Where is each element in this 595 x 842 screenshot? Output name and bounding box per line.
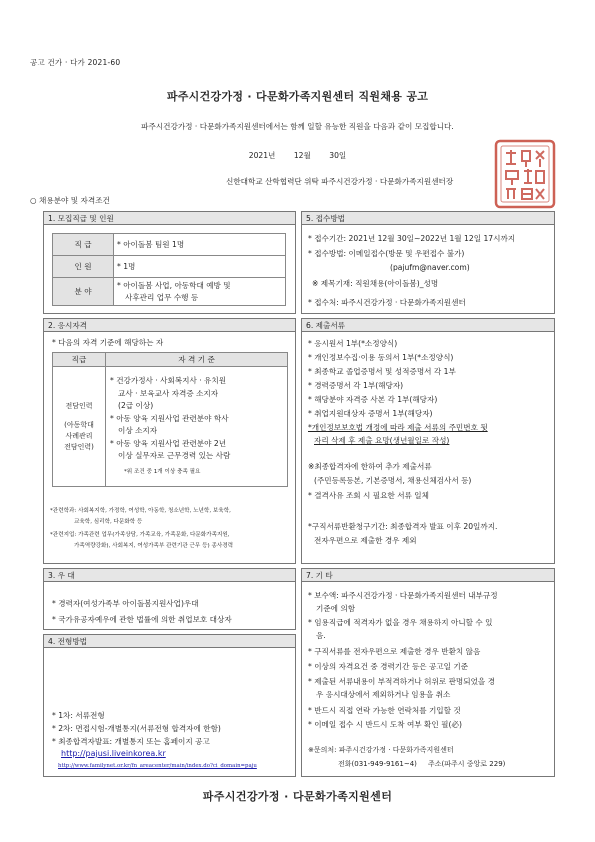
privacy-note: *개인정보보호법 개정에 따라 제출 서류의 주민번호 뒷 — [308, 423, 488, 432]
position-note: 사례관리 — [65, 431, 93, 440]
page-title: 파주시건강가정 · 다문화가족지원센터 직원채용 공고 — [166, 90, 429, 103]
selection-item: * 2차: 면접시험-개별통지(서류전형 합격자에 한함) — [52, 724, 221, 733]
criteria-note: *위 조건 중 1개 이상 충족 필요 — [124, 468, 201, 475]
familynet-link[interactable]: http://www.familynet.or.kr/fn_areacenter/main/index.do?ci_domain=paju — [58, 763, 257, 769]
table-row — [53, 367, 288, 487]
row-label: 분 야 — [53, 278, 114, 306]
other-item: * 이메일 접수 시 반드시 도착 여부 확인 필(必) — [308, 720, 462, 729]
selection-item: * 최종합격자발표: 개별통지 또는 홈페이지 공고 — [52, 737, 210, 746]
application-item: * 접수처: 파주시건강가정 · 다문화가족지원센터 — [308, 298, 466, 307]
document-item: * 경력증명서 각 1부(해당자) — [308, 381, 404, 390]
document-item: 전자우편으로 제출한 경우 제외 — [314, 536, 417, 545]
official-seal-icon — [494, 139, 556, 209]
document-item: * 취업지원대상자 증명서 1부(해당자) — [308, 409, 433, 418]
other-item: 기준에 의함 — [316, 604, 356, 613]
header-cell: 자 격 기 준 — [106, 353, 288, 367]
note-line: 교육학, 심리학, 다문화학 등 — [74, 519, 143, 525]
section-title: 3. 우 대 — [44, 569, 295, 582]
privacy-note: 자리 삭제 후 제출 요망(생년월일로 작성) — [314, 436, 450, 445]
table-row — [53, 234, 286, 256]
table-header-row — [53, 353, 288, 367]
application-item: * 접수방법: 이메일접수(방문 및 우편접수 불가) — [308, 249, 465, 258]
section-documents — [301, 318, 555, 564]
position-name: 전담인력 — [65, 401, 93, 410]
header-cell: 직급 — [53, 353, 106, 367]
section-title: 4. 전형방법 — [44, 635, 295, 648]
criteria-line: 교사 · 보육교사 자격증 소지자 — [118, 388, 219, 398]
recruitment-table — [52, 233, 286, 306]
section-selection — [43, 634, 296, 777]
preference-item: * 국가유공자예우에 관한 법률에 의한 취업보호 대상자 — [52, 615, 232, 624]
criteria-line: * 아동 양육 지원사업 관련분야 학사 — [110, 413, 229, 423]
section-preference — [43, 568, 296, 630]
document-item: * 개인정보수집·이용 동의서 1부(*소정양식) — [308, 353, 454, 362]
preference-item: * 경력자(여성가족부 아이돌봄지원사업)우대 — [52, 599, 199, 608]
selection-item: * 1차: 서류전형 — [52, 711, 105, 720]
position-note: 전담인력) — [64, 442, 94, 451]
row-value: * 1명 — [114, 256, 286, 278]
section-application — [301, 211, 555, 314]
other-item: * 구직서류를 전자우편으로 제출한 경우 반환치 않음 — [308, 647, 481, 656]
position-cell — [53, 367, 106, 487]
row-label: 직 급 — [53, 234, 114, 256]
section-title: 5. 접수방법 — [302, 212, 554, 225]
application-item: * 접수기간: 2021년 12월 30일~2022년 1월 12일 17시까지 — [308, 234, 516, 243]
homepage-link[interactable]: http://pajusi.liveinkorea.kr — [61, 749, 166, 758]
section-recruitment — [43, 211, 296, 314]
intro-text: 파주시건강가정 · 다문화가족지원센터에서는 함께 일할 유능한 직원을 다음과 같이 모집합니다. — [141, 122, 454, 131]
note-line: 가족역량강화), 사회복지, 여성가족부 관련기관 근무 등) 종사경력 — [74, 543, 234, 549]
row-value-line: * 아이돌봄 사업, 아동학대 예방 및 — [117, 280, 231, 290]
date-year: 2021년 — [248, 151, 276, 160]
section-heading: ○ 채용분야 및 자격조건 — [30, 196, 110, 205]
criteria-line: * 건강가정사 · 사회복지사 · 유치원 — [110, 376, 227, 385]
other-item: 음. — [316, 631, 326, 640]
other-item: * 임용직급에 적격자가 없을 경우 채용하지 아니할 수 있 — [308, 618, 493, 627]
date-month: 12월 — [293, 151, 311, 160]
criteria-line: (2급 이상) — [118, 401, 154, 410]
document-item: *구직서류반환청구기간: 최종합격자 발표 이후 20일까지. — [308, 522, 498, 531]
qualification-table — [52, 352, 288, 487]
document-item: * 응시원서 1부(*소정양식) — [308, 339, 398, 348]
email-address[interactable]: (pajufm@naver.com) — [390, 263, 470, 272]
qualification-lead: * 다음의 자격 기준에 해당하는 자 — [52, 338, 164, 347]
criteria-cell — [106, 367, 288, 487]
contact-line: 전화(031-949-9161~4) 주소(파주시 중앙로 229) — [338, 760, 506, 768]
section-title: 2. 응시자격 — [44, 319, 295, 332]
section-title: 7. 기 타 — [302, 569, 554, 582]
criteria-line: 이상 소지자 — [118, 426, 158, 435]
sponsor-line: 신한대학교 산학협력단 위탁 파주시건강가정 · 다문화가족지원센터장 — [226, 177, 454, 186]
section-title: 6. 제출서류 — [302, 319, 554, 332]
footer-organization: 파주시건강가정 · 다문화가족지원센터 — [202, 790, 393, 803]
row-label: 인 원 — [53, 256, 114, 278]
document-number: 공고 건가 · 다가 2021-60 — [30, 58, 121, 67]
document-item: * 최종학교 졸업증명서 및 성적증명서 각 1부 — [308, 367, 456, 376]
row-value: * 아이돌봄 팀원 1명 — [114, 234, 286, 256]
other-item: 우 응시대상에서 제외하거나 임용을 취소 — [316, 690, 451, 699]
section-title: 1. 모집직급 및 인원 — [44, 212, 295, 225]
note-line: *관련지업: 가족관련 업무(가족상담, 가족교육, 가족문화, 다문화가족지원, — [50, 532, 230, 538]
document-item: * 결격사유 조회 시 필요한 서류 일체 — [308, 491, 429, 500]
table-row — [53, 256, 286, 278]
document-item: * 해당분야 자격증 사본 각 1부(해당자) — [308, 395, 438, 404]
note-line: *관련학과: 사회복지학, 가정학, 여성학, 아동학, 청소년학, 노년학, 보육학, — [50, 508, 231, 514]
other-item: * 제출된 서류내용이 부적격하거나 허위로 판명되었을 경 — [308, 677, 495, 686]
table-row — [53, 278, 286, 306]
criteria-line: * 아동 양육 지원사업 관련분야 2년 — [110, 438, 227, 448]
date-day: 30일 — [329, 151, 347, 160]
contact-line: ※문의처: 파주시건강가정 · 다문화가족지원센터 — [308, 746, 454, 754]
document-item: ※최종합격자에 한하여 추가 제출서류 — [308, 462, 432, 471]
criteria-line: 이상 실무자로 근무경력 있는 사람 — [118, 451, 231, 460]
row-value — [114, 278, 286, 306]
application-item: ※ 제목기재: 직원채용(아이돌봄)_성명 — [312, 279, 439, 288]
row-value-line: 사후관리 업무 수행 등 — [125, 292, 199, 302]
section-other — [301, 568, 555, 777]
document-item: (주민등록등본, 기본증명서, 채용신체검사서 등) — [314, 476, 472, 485]
other-item: * 보수액: 파주시건강가정 · 다문화가족지원센터 내부규정 — [308, 591, 498, 600]
position-note: (아동학대 — [64, 420, 94, 429]
other-item: * 이상의 자격요건 중 경력기간 등은 공고일 기준 — [308, 662, 469, 671]
other-item: * 반드시 직접 연락 가능한 연락처를 기입할 것 — [308, 706, 461, 715]
section-qualification — [43, 318, 296, 564]
